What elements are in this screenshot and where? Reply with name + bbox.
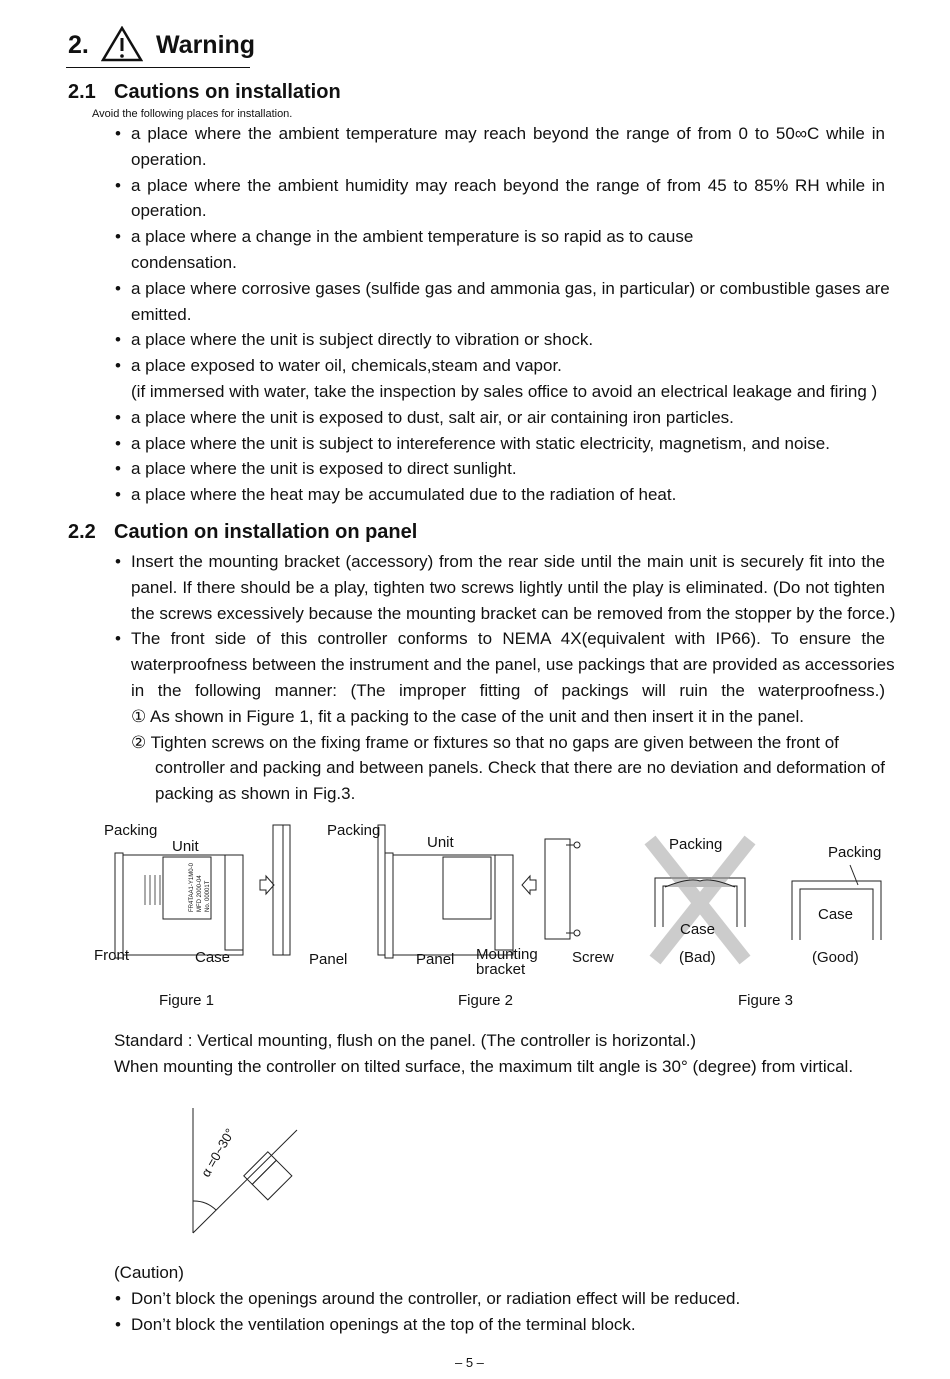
text-line: operation. — [131, 149, 207, 169]
tilt-text: When mounting the controller on tilted surface, the maximum tilt angle is 30° (degree) from virtical. — [114, 1057, 854, 1076]
s21-title: Cautions on installation — [114, 81, 341, 103]
text-line: The front side of this controller conforms to NEMA 4X(equivalent with IP66). To ensure the — [131, 629, 885, 649]
fig1-case: Case — [195, 949, 231, 966]
text-line: a place where the unit is exposed to direct sunlight. — [131, 459, 517, 479]
page-number: – 5 – — [455, 1355, 484, 1370]
bullet: • — [115, 1315, 121, 1334]
text-line: (if immersed with water, take the inspection by sales office to avoid an electrical leakage and firing ) — [131, 382, 878, 401]
page-title: Warning — [156, 31, 256, 59]
fig1-front: Front — [94, 947, 130, 964]
fig2-packing: Packing — [327, 822, 381, 839]
text-line: a place where the unit is subject directly to vibration or shock. — [131, 330, 594, 350]
unit-label — [188, 863, 212, 912]
text-line: the screws excessively because the mounting bracket can be removed from the stopper by the force.) — [131, 603, 896, 623]
fig3-good: (Good) — [812, 949, 859, 966]
fig3-caption: Figure 3 — [738, 992, 794, 1009]
fig2-unit: Unit — [427, 834, 454, 851]
text-line: a place where a change in the ambient temperature is so rapid as to cause — [131, 227, 694, 247]
bullet: • — [115, 407, 121, 427]
fig3-bad: (Bad) — [679, 949, 716, 966]
text-line: ② Tighten screws on the fixing frame or fixtures so that no gaps are given between the front of — [131, 732, 839, 752]
fig2-caption: Figure 2 — [458, 992, 514, 1009]
text-line: a place where corrosive gases (sulfide gas and ammonia gas, in particular) or combustible gases are — [131, 278, 890, 298]
text-line: a place where the unit is exposed to dust, salt air, or air containing iron particles. — [131, 407, 734, 427]
warning-triangle-icon — [101, 26, 143, 62]
text-line: a place where the unit is subject to intereference with static electricity, magnetism, and noise. — [131, 433, 830, 453]
text-line: Insert the mounting bracket (accessory) from the rear side until the main unit is securely fit into the — [131, 552, 885, 571]
fig1-panel: Panel — [309, 951, 348, 968]
bullet: • — [115, 124, 121, 143]
unit-label-line: MFD 2000-04 — [197, 875, 203, 912]
bullet: • — [115, 227, 121, 247]
angle-label: α =0~30° — [198, 1125, 238, 1180]
text-line: operation. — [131, 201, 207, 221]
text-line: a place where the ambient temperature may reach beyond the range of from 0 to 50∞C while in — [131, 124, 885, 143]
text-line: condensation. — [131, 253, 237, 272]
fig2-bracket: Mounting bracket — [476, 946, 538, 978]
text-line: Don’t block the ventilation openings at the top of the terminal block. — [131, 1315, 636, 1334]
text-line: a place where the ambient humidity may reach beyond the range of from 45 to 85% RH while in — [131, 175, 885, 195]
bullet: • — [115, 278, 121, 298]
bullet: • — [115, 629, 121, 649]
text-line: Don’t block the openings around the controller, or radiation effect will be reduced. — [131, 1289, 741, 1308]
text-line: controller and packing and between panels. Check that there are no deviation and deformation of — [155, 758, 885, 778]
s22-title: Caution on installation on panel — [114, 521, 418, 543]
bullet: • — [115, 459, 121, 479]
fig1-unit: Unit — [172, 838, 199, 855]
bullet: • — [115, 433, 121, 453]
fig3-packing-good: Packing — [828, 844, 882, 861]
fig1-packing: Packing — [104, 822, 158, 839]
text-line: in the following manner: (The improper fitting of packings will ruin the waterproofness.) — [131, 681, 885, 700]
fig2-panel: Panel — [416, 951, 455, 968]
s22-number: 2.2 — [68, 521, 96, 543]
bullet: • — [115, 330, 121, 350]
s21-intro: Avoid the following places for installation. — [92, 108, 293, 120]
unit-label-line: No. 00001T — [205, 880, 211, 912]
caution-title: (Caution) — [114, 1263, 184, 1282]
bullet: • — [115, 175, 121, 195]
fig1-caption: Figure 1 — [159, 992, 215, 1009]
fig3-case-bad: Case — [680, 921, 716, 938]
title-underline — [66, 67, 250, 68]
bullet: • — [115, 1289, 121, 1308]
fig3-packing-bad: Packing — [669, 836, 723, 853]
unit-label-line: FR4TAA1-Y1M0-0 — [189, 863, 195, 912]
fig2-screw: Screw — [572, 949, 614, 966]
bullet: • — [115, 552, 121, 571]
text-line: a place where the heat may be accumulated due to the radiation of heat. — [131, 485, 677, 505]
bullet: • — [115, 485, 121, 505]
bullet: • — [115, 356, 121, 376]
text-line: emitted. — [131, 304, 192, 324]
text-line: ① As shown in Figure 1, fit a packing to the case of the unit and then insert it in the panel. — [131, 706, 804, 726]
text-line: waterproofness between the instrument and the panel, use packings that are provided as accessories — [131, 655, 895, 675]
text-line: a place exposed to water oil, chemicals,steam and vapor. — [131, 356, 562, 376]
standard-text: Standard : Vertical mounting, flush on the panel. (The controller is horizontal.) — [114, 1031, 697, 1050]
text-line: packing as shown in Fig.3. — [155, 784, 356, 804]
text-line: panel. If there should be a play, tighten two screws lightly until the play is eliminated. (Do not tighten — [131, 577, 885, 597]
fig3-case-good: Case — [818, 906, 854, 923]
section-number: 2. — [68, 31, 89, 59]
s21-number: 2.1 — [68, 81, 96, 103]
